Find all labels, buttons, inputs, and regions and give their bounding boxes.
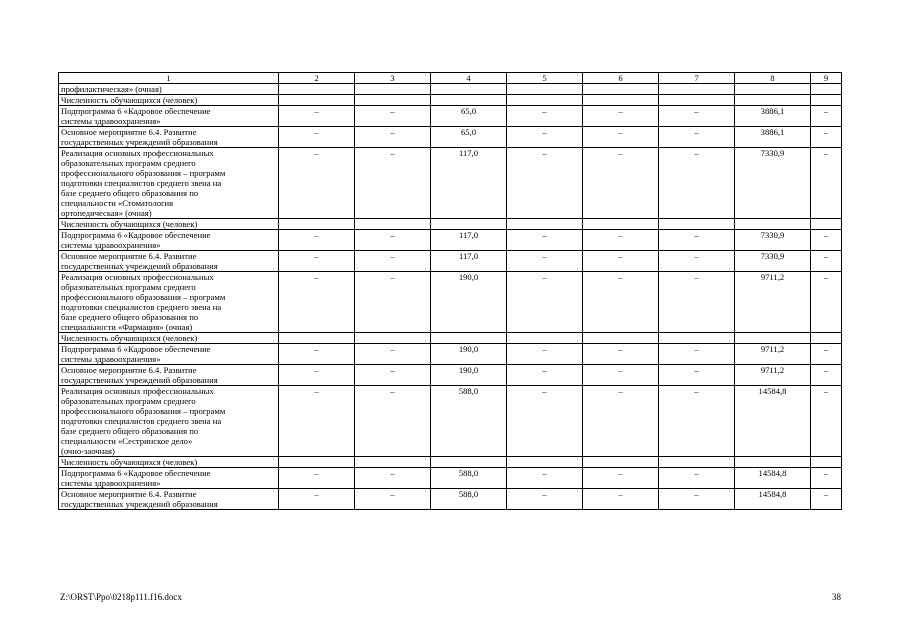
- table-row: [59, 219, 842, 230]
- row-label: [59, 251, 279, 272]
- table-cell-col-2: –: [279, 106, 355, 127]
- row-label-line: подготовки специалистов среднего звена на: [61, 178, 222, 188]
- table-cell-col-4: 117,0: [431, 148, 507, 219]
- table-cell-col-2: [279, 219, 355, 230]
- row-label: [59, 127, 279, 148]
- table-cell-col-5: –: [507, 230, 583, 251]
- table-cell-col-3: [355, 333, 431, 344]
- table-row: [59, 365, 842, 386]
- row-label-line: специальности «Сестринское дело»: [61, 436, 193, 446]
- table-cell-col-4: 65,0: [431, 106, 507, 127]
- table-row: [59, 386, 842, 457]
- table-cell-col-4: [431, 219, 507, 230]
- table-cell-col-4: 190,0: [431, 272, 507, 333]
- table-cell-col-8: [735, 95, 811, 106]
- table-cell-col-4: [431, 457, 507, 468]
- table-cell-col-7: –: [659, 127, 735, 148]
- table-cell-col-3: –: [355, 386, 431, 457]
- table-cell-col-5: [507, 457, 583, 468]
- table-cell-col-4: 190,0: [431, 365, 507, 386]
- table-cell-col-7: –: [659, 344, 735, 365]
- row-label-line: системы здравоохранения»: [61, 240, 161, 250]
- table-cell-col-7: –: [659, 106, 735, 127]
- table-cell-col-3: –: [355, 230, 431, 251]
- table-cell-col-6: –: [583, 365, 659, 386]
- table-row: [59, 84, 842, 95]
- table-row: [59, 333, 842, 344]
- row-label: [59, 468, 279, 489]
- table-cell-col-6: [583, 333, 659, 344]
- table-row: [59, 95, 842, 106]
- table-cell-col-6: –: [583, 251, 659, 272]
- table-row: [59, 344, 842, 365]
- row-label: [59, 230, 279, 251]
- footer-file-path: Z:\ORST\Ppo\0218p111.f16.docx: [60, 592, 182, 602]
- table-cell-col-6: [583, 95, 659, 106]
- table-cell-col-5: –: [507, 386, 583, 457]
- table-cell-col-7: [659, 84, 735, 95]
- row-label: [59, 106, 279, 127]
- column-number-4: 4: [431, 73, 507, 84]
- row-label-line: Основное мероприятие 6.4. Развитие: [61, 127, 197, 137]
- table-cell-col-7: –: [659, 230, 735, 251]
- column-number-5: 5: [507, 73, 583, 84]
- table-cell-col-7: –: [659, 489, 735, 510]
- table-cell-col-6: –: [583, 272, 659, 333]
- table-cell-col-8: 7330,9: [735, 251, 811, 272]
- table-cell-col-2: –: [279, 148, 355, 219]
- table-cell-col-3: –: [355, 272, 431, 333]
- table-cell-col-7: [659, 333, 735, 344]
- table-row: [59, 468, 842, 489]
- table-row: [59, 251, 842, 272]
- table-cell-col-3: [355, 219, 431, 230]
- table-cell-col-2: [279, 84, 355, 95]
- table-row: [59, 106, 842, 127]
- table-cell-col-4: 190,0: [431, 344, 507, 365]
- row-label: [59, 333, 279, 344]
- table-cell-col-4: 588,0: [431, 489, 507, 510]
- table-cell-col-2: [279, 333, 355, 344]
- table-cell-col-3: –: [355, 344, 431, 365]
- table-cell-col-2: –: [279, 468, 355, 489]
- table-cell-col-2: –: [279, 386, 355, 457]
- row-label-line: государственных учреждений образования: [61, 499, 218, 509]
- row-label-line: Подпрограмма 6 «Кадровое обеспечение: [61, 106, 211, 116]
- table-cell-col-9: [811, 333, 842, 344]
- table-cell-col-4: [431, 333, 507, 344]
- row-label-line: Численность обучающихся (человек): [61, 457, 198, 467]
- table-cell-col-9: –: [811, 386, 842, 457]
- table-cell-col-3: –: [355, 489, 431, 510]
- table-cell-col-7: [659, 95, 735, 106]
- row-label-line: базе среднего общего образования по: [61, 188, 199, 198]
- table-cell-col-6: –: [583, 468, 659, 489]
- row-label-line: ортопедическая» (очная): [61, 208, 152, 218]
- row-label-line: образовательных программ среднего: [61, 282, 196, 292]
- row-label-line: (очно-заочная): [61, 446, 115, 456]
- row-label-line: профилактическая» (очная): [61, 84, 162, 94]
- table-cell-col-2: –: [279, 230, 355, 251]
- table-cell-col-2: –: [279, 127, 355, 148]
- table-cell-col-8: 14584,8: [735, 468, 811, 489]
- row-label: [59, 386, 279, 457]
- column-number-1: 1: [59, 73, 279, 84]
- row-label-line: образовательных программ среднего: [61, 158, 196, 168]
- row-label-line: Подпрограмма 6 «Кадровое обеспечение: [61, 468, 211, 478]
- row-label: [59, 84, 279, 95]
- table-cell-col-2: –: [279, 365, 355, 386]
- table-cell-col-9: –: [811, 106, 842, 127]
- table-cell-col-3: [355, 457, 431, 468]
- table-cell-col-3: [355, 84, 431, 95]
- row-label-line: государственных учреждений образования: [61, 261, 218, 271]
- budget-table: [58, 72, 842, 510]
- row-label-line: базе среднего общего образования по: [61, 426, 199, 436]
- table-row: [59, 127, 842, 148]
- table-cell-col-6: –: [583, 127, 659, 148]
- table-cell-col-8: 9711,2: [735, 365, 811, 386]
- table-row: [59, 457, 842, 468]
- table-cell-col-5: –: [507, 251, 583, 272]
- table-cell-col-4: [431, 84, 507, 95]
- table-cell-col-5: [507, 219, 583, 230]
- table-cell-col-5: [507, 333, 583, 344]
- row-label-line: Реализация основных профессиональных: [61, 148, 214, 158]
- table-cell-col-6: –: [583, 230, 659, 251]
- table-cell-col-4: 117,0: [431, 251, 507, 272]
- table-row: [59, 272, 842, 333]
- table-cell-col-4: 588,0: [431, 386, 507, 457]
- table-cell-col-3: –: [355, 127, 431, 148]
- table-row: [59, 230, 842, 251]
- table-cell-col-5: –: [507, 148, 583, 219]
- table-cell-col-5: –: [507, 365, 583, 386]
- row-label-line: специальности «Фармация» (очная): [61, 322, 193, 332]
- table-cell-col-9: –: [811, 251, 842, 272]
- table-cell-col-6: [583, 457, 659, 468]
- row-label-line: системы здравоохранения»: [61, 354, 161, 364]
- column-number-7: 7: [659, 73, 735, 84]
- table-cell-col-8: [735, 457, 811, 468]
- column-number-2: 2: [279, 73, 355, 84]
- row-label: [59, 219, 279, 230]
- table-cell-col-9: [811, 457, 842, 468]
- table-cell-col-3: –: [355, 468, 431, 489]
- row-label-line: государственных учреждений образования: [61, 375, 218, 385]
- row-label-line: базе среднего общего образования по: [61, 312, 199, 322]
- row-label-line: Реализация основных профессиональных: [61, 272, 214, 282]
- table-body: [59, 73, 842, 510]
- column-number-3: 3: [355, 73, 431, 84]
- table-cell-col-8: 14584,8: [735, 386, 811, 457]
- row-label-line: Подпрограмма 6 «Кадровое обеспечение: [61, 344, 211, 354]
- table-cell-col-5: –: [507, 127, 583, 148]
- row-label-line: Основное мероприятие 6.4. Развитие: [61, 489, 197, 499]
- row-label: [59, 457, 279, 468]
- row-label-line: профессионального образования – программ: [61, 168, 226, 178]
- row-label-line: подготовки специалистов среднего звена на: [61, 302, 222, 312]
- table-cell-col-7: –: [659, 251, 735, 272]
- row-label: [59, 365, 279, 386]
- table-cell-col-5: –: [507, 468, 583, 489]
- table-cell-col-9: –: [811, 148, 842, 219]
- table-cell-col-3: [355, 95, 431, 106]
- table-cell-col-5: –: [507, 272, 583, 333]
- table-row: [59, 148, 842, 219]
- table-cell-col-2: –: [279, 251, 355, 272]
- table-cell-col-9: –: [811, 468, 842, 489]
- row-label-line: системы здравоохранения»: [61, 116, 161, 126]
- table-cell-col-9: –: [811, 344, 842, 365]
- table-cell-col-8: 3886,1: [735, 127, 811, 148]
- table-cell-col-9: –: [811, 365, 842, 386]
- table-cell-col-8: 9711,2: [735, 272, 811, 333]
- table-cell-col-4: 65,0: [431, 127, 507, 148]
- table-cell-col-4: [431, 95, 507, 106]
- table-cell-col-6: [583, 84, 659, 95]
- row-label-line: Численность обучающихся (человек): [61, 95, 198, 105]
- column-number-8: 8: [735, 73, 811, 84]
- table-cell-col-9: –: [811, 489, 842, 510]
- table-cell-col-5: –: [507, 344, 583, 365]
- row-label-line: Численность обучающихся (человек): [61, 219, 198, 229]
- table-cell-col-6: –: [583, 148, 659, 219]
- table-cell-col-7: –: [659, 272, 735, 333]
- table-cell-col-9: –: [811, 127, 842, 148]
- table-row: [59, 489, 842, 510]
- row-label: [59, 148, 279, 219]
- table-cell-col-3: –: [355, 106, 431, 127]
- row-label: [59, 272, 279, 333]
- row-label: [59, 95, 279, 106]
- column-number-6: 6: [583, 73, 659, 84]
- table-cell-col-7: –: [659, 386, 735, 457]
- table-cell-col-5: –: [507, 489, 583, 510]
- table-cell-col-8: 7330,9: [735, 148, 811, 219]
- row-label-line: государственных учреждений образования: [61, 137, 218, 147]
- row-label-line: Подпрограмма 6 «Кадровое обеспечение: [61, 230, 211, 240]
- row-label-line: системы здравоохранения»: [61, 478, 161, 488]
- table-cell-col-7: –: [659, 468, 735, 489]
- table-cell-col-4: 588,0: [431, 468, 507, 489]
- table-cell-col-6: –: [583, 489, 659, 510]
- table-cell-col-7: –: [659, 148, 735, 219]
- table-cell-col-9: [811, 84, 842, 95]
- table-cell-col-8: 7330,9: [735, 230, 811, 251]
- row-label-line: Основное мероприятие 6.4. Развитие: [61, 251, 197, 261]
- table-cell-col-2: [279, 95, 355, 106]
- row-label: [59, 489, 279, 510]
- table-cell-col-8: 9711,2: [735, 344, 811, 365]
- table-cell-col-2: –: [279, 272, 355, 333]
- table-cell-col-7: –: [659, 365, 735, 386]
- table-cell-col-2: [279, 457, 355, 468]
- row-label-line: профессионального образования – программ: [61, 292, 226, 302]
- footer-page-number: 38: [832, 592, 841, 602]
- table-cell-col-2: –: [279, 344, 355, 365]
- table-cell-col-6: –: [583, 386, 659, 457]
- table-cell-col-8: [735, 333, 811, 344]
- row-label-line: Реализация основных профессиональных: [61, 386, 214, 396]
- table-cell-col-9: –: [811, 272, 842, 333]
- table-cell-col-8: [735, 84, 811, 95]
- row-label-line: профессионального образования – программ: [61, 406, 226, 416]
- row-label-line: образовательных программ среднего: [61, 396, 196, 406]
- table-cell-col-2: –: [279, 489, 355, 510]
- table-cell-col-4: 117,0: [431, 230, 507, 251]
- row-label-line: Основное мероприятие 6.4. Развитие: [61, 365, 197, 375]
- table-cell-col-3: –: [355, 148, 431, 219]
- table-cell-col-5: [507, 95, 583, 106]
- column-number-row: [59, 73, 842, 84]
- table-cell-col-9: –: [811, 230, 842, 251]
- table-cell-col-7: [659, 219, 735, 230]
- table-cell-col-8: 3886,1: [735, 106, 811, 127]
- table-cell-col-9: [811, 219, 842, 230]
- table-cell-col-7: [659, 457, 735, 468]
- table-cell-col-3: –: [355, 365, 431, 386]
- table-cell-col-9: [811, 95, 842, 106]
- table-cell-col-6: –: [583, 344, 659, 365]
- row-label-line: подготовки специалистов среднего звена на: [61, 416, 222, 426]
- table-cell-col-6: [583, 219, 659, 230]
- table-cell-col-3: –: [355, 251, 431, 272]
- table-cell-col-5: –: [507, 106, 583, 127]
- table-cell-col-5: [507, 84, 583, 95]
- row-label-line: специальности «Стоматология: [61, 198, 174, 208]
- table-cell-col-8: 14584,8: [735, 489, 811, 510]
- column-number-9: 9: [811, 73, 842, 84]
- row-label: [59, 344, 279, 365]
- table-cell-col-8: [735, 219, 811, 230]
- table-cell-col-6: –: [583, 106, 659, 127]
- row-label-line: Численность обучающихся (человек): [61, 333, 198, 343]
